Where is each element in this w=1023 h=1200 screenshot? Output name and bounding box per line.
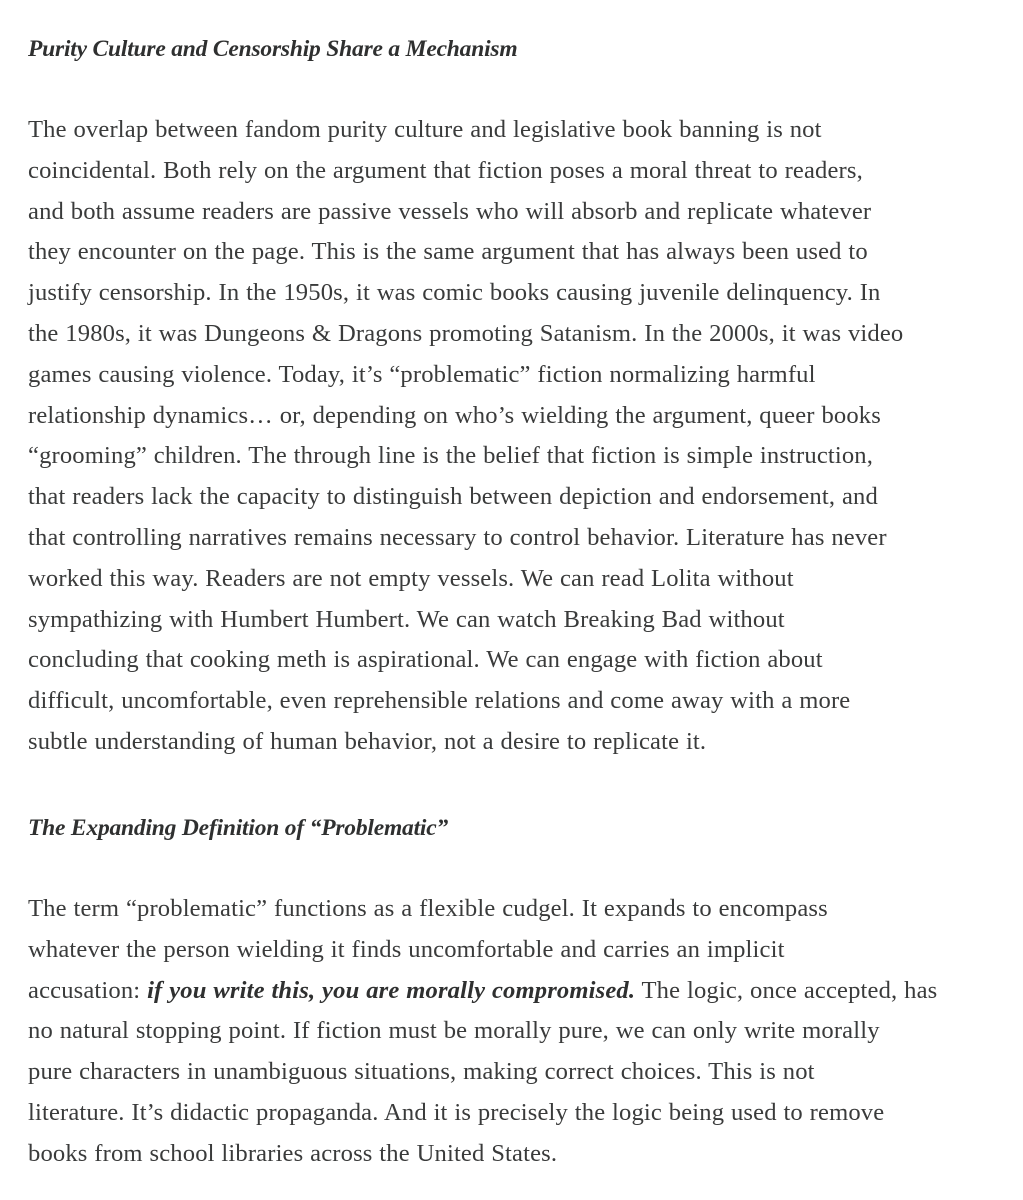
paragraph-line: pure characters in unambiguous situations, making correct choices. This is not: [28, 1058, 815, 1086]
paragraph-line: coincidental. Both rely on the argument that fiction poses a moral threat to readers,: [28, 156, 863, 184]
paragraph-line: justify censorship. In the 1950s, it was comic books causing juvenile delinquency. In: [28, 279, 881, 307]
paragraph-purity-culture: [28, 110, 1008, 763]
paragraph-line: sympathizing with Humbert Humbert. We can watch Breaking Bad without: [28, 605, 785, 633]
paragraph-line: and both assume readers are passive vessels who will absorb and replicate whatever: [28, 197, 872, 225]
paragraph-line: literature. It’s didactic propaganda. And it is precisely the logic being used to remove: [28, 1098, 885, 1126]
paragraph-line: they encounter on the page. This is the same argument that has always been used to: [28, 238, 868, 266]
paragraph-line: that controlling narratives remains necessary to control behavior. Literature has never: [28, 523, 887, 551]
paragraph-line: concluding that cooking meth is aspirational. We can engage with fiction about: [28, 646, 823, 674]
paragraph-problematic: [28, 889, 1008, 1175]
accusation-trailing-text: The logic, once accepted, has: [635, 976, 938, 1004]
paragraph-line: games causing violence. Today, it’s “problematic” fiction normalizing harmful: [28, 360, 816, 388]
accusation-lead-text: accusation:: [28, 976, 148, 1004]
paragraph-line: that readers lack the capacity to distinguish between depiction and endorsement, and: [28, 483, 878, 511]
paragraph-line: “grooming” children. The through line is the belief that fiction is simple instruction,: [28, 442, 874, 470]
paragraph-line-with-emphasis: [28, 971, 1008, 1012]
paragraph-line: the 1980s, it was Dungeons & Dragons promoting Satanism. In the 2000s, it was video: [28, 319, 904, 347]
paragraph-line: relationship dynamics… or, depending on who’s wielding the argument, queer books: [28, 401, 881, 429]
paragraph-line: difficult, uncomfortable, even reprehensible relations and come away with a more: [28, 687, 851, 715]
paragraph-line: subtle understanding of human behavior, not a desire to replicate it.: [28, 727, 707, 755]
paragraph-line: The term “problematic” functions as a flexible cudgel. It expands to encompass: [28, 895, 828, 922]
paragraph-line: whatever the person wielding it finds uncomfortable and carries an implicit: [28, 935, 785, 963]
section-heading-problematic: The Expanding Definition of “Problematic”: [28, 815, 449, 841]
paragraph-line: books from school libraries across the United States.: [28, 1139, 558, 1167]
paragraph-line: no natural stopping point. If fiction must be morally pure, we can only write morally: [28, 1017, 880, 1045]
section-heading-purity-culture: Purity Culture and Censorship Share a Mechanism: [28, 36, 518, 62]
paragraph-line: The overlap between fandom purity culture and legislative book banning is not: [28, 116, 822, 143]
paragraph-line: worked this way. Readers are not empty vessels. We can read Lolita without: [28, 564, 794, 592]
emphasized-accusation: if you write this, you are morally compromised.: [147, 976, 636, 1004]
